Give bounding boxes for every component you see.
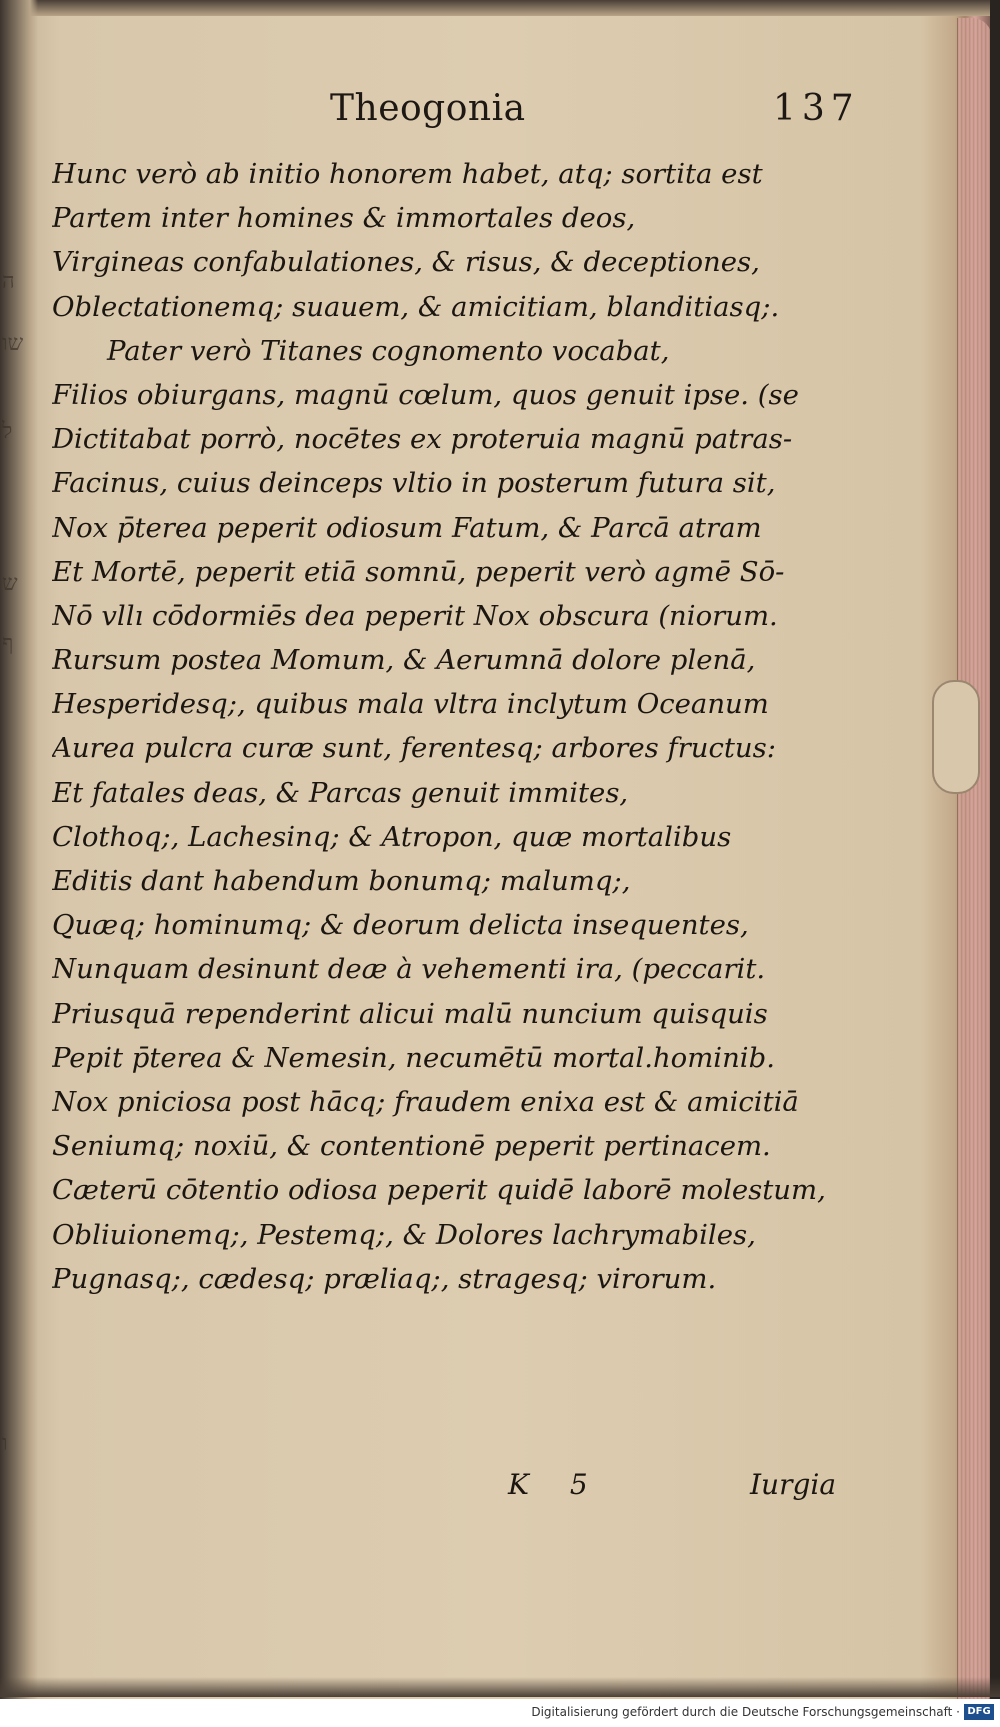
verse-line: Pugnasq;, cædesq; præliaq;, stragesq; virorum.: [52, 1262, 717, 1295]
running-head: Theogonia: [330, 88, 526, 129]
verse-line: Quæq; hominumq; & deorum delicta insequentes,: [52, 909, 749, 942]
bleed-through-mark: ל: [2, 419, 13, 444]
verse-line: Partem inter homines & immortales deos,: [52, 202, 636, 235]
catchword: Iurgia: [750, 1468, 837, 1501]
verse-line: Priusquā rependerint alicui malū nuncium quisquis: [52, 997, 768, 1030]
digitization-footer: [0, 1699, 1000, 1727]
verse-line: Rursum postea Momum, & Aerumnā dolore plenā,: [52, 644, 756, 677]
verse-line: Hunc verò ab initio honorem habet, atq; sortita est: [52, 158, 763, 190]
page-header: [0, 88, 1000, 136]
verse-line: Et fatales deas, & Parcas genuit immites,: [52, 776, 629, 809]
verse-line: Oblectationemq; suauem, & amicitiam, blanditiasq;.: [52, 290, 780, 323]
verse-line: Dictitabat porrò, nocētes ex proteruia magnū patras-: [52, 423, 793, 456]
verse-line: Nox p̄terea peperit odiosum Fatum, & Parcā atram: [52, 511, 762, 544]
verse-line: Et Mortē, peperit etiā somnū, peperit verò agmē Sō-: [52, 555, 785, 588]
verse-line: Nō vllı cōdormiēs dea peperit Nox obscura (niorum.: [52, 599, 778, 632]
verse-line: Editis dant habendum bonumq; malumq;,: [52, 865, 631, 897]
verse-line: Seniumq; noxiū, & contentionē peperit pertinacem.: [52, 1130, 771, 1163]
verse-line: Cæterū cōtentio odiosa peperit quidē laborē molestum,: [52, 1174, 826, 1207]
verse-line: Virgineas confabulationes, & risus, & deceptiones,: [52, 246, 760, 279]
page-foot: [0, 1468, 1000, 1508]
verse-line: Filios obiurgans, magnū cœlum, quos genuit ipse. (se: [52, 378, 799, 411]
fore-edge-pages: [957, 18, 992, 1708]
verse-line: Obliuionemq;, Pestemq;, & Dolores lachrymabiles,: [52, 1218, 756, 1251]
bleed-through-mark: ף: [2, 631, 14, 656]
bleed-through-mark: ה: [2, 269, 15, 294]
dfg-logo: DFG: [964, 1704, 994, 1720]
top-page-edge: [0, 0, 1000, 16]
signature-mark: K 5: [508, 1468, 604, 1501]
verse-text: [52, 152, 882, 1301]
verse-line: Facinus, cuius deinceps vltio in posterum futura sit,: [52, 467, 776, 500]
verse-line: Nunquam desinunt deæ à vehementi ira, (peccarit.: [52, 953, 766, 986]
page-number: 137: [773, 88, 860, 129]
bleed-through-mark: ו: [2, 1431, 8, 1456]
verse-line: Nox pniciosa post hācq; fraudem enixa est & amicitiā: [52, 1085, 799, 1118]
bleed-through-mark: שו: [2, 331, 24, 356]
verse-line: Aurea pulcra curæ sunt, ferentesq; arbores fructus:: [52, 732, 777, 765]
verse-line: Clothoq;, Lachesinq; & Atropon, quæ mortalibus: [52, 820, 732, 853]
funding-credit: Digitalisierung gefördert durch die Deutsche Forschungsgemeinschaft ·: [531, 1705, 960, 1719]
page-tab-outline: [932, 680, 980, 794]
bottom-page-edge: [0, 1677, 1000, 1697]
verse-line: Pepit p̄terea & Nemesin, necumētū mortal.hominib.: [52, 1041, 775, 1074]
verse-line: Hesperidesq;, quibus mala vltra inclytum Oceanum: [52, 688, 769, 721]
bleed-through-mark: ש: [2, 571, 18, 596]
verse-line: Pater verò Titanes cognomento vocabat,: [107, 334, 670, 367]
